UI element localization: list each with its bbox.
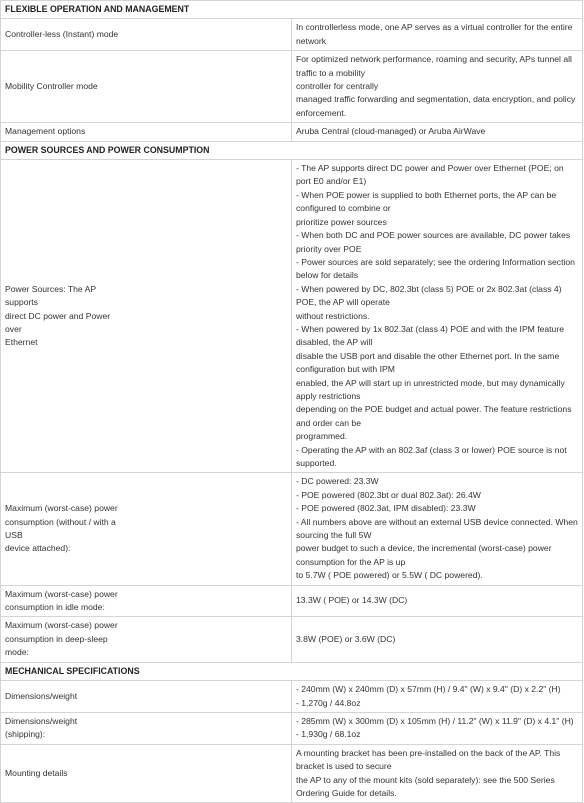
- spec-label: [1, 681, 292, 713]
- spec-value-line: - 1,930g / 68.1oz: [296, 729, 361, 740]
- spec-label-line: direct DC power and Power: [5, 310, 111, 321]
- spec-value: [292, 585, 583, 617]
- spec-row: [1, 473, 583, 585]
- spec-label: [1, 123, 292, 141]
- spec-row: [1, 712, 583, 744]
- spec-value: [292, 51, 583, 123]
- spec-label-line: USB: [5, 530, 23, 541]
- spec-value-line: managed traffic forwarding and segmentation, data encryption, and policy enforcement.: [296, 94, 576, 118]
- spec-value-line: Aruba Central (cloud-managed) or Aruba AirWave: [296, 126, 486, 137]
- spec-value-line: to 5.7W ( POE powered) or 5.5W ( DC powered).: [296, 570, 483, 581]
- spec-label: [1, 617, 292, 662]
- spec-value: [292, 160, 583, 473]
- spec-value: [292, 744, 583, 803]
- spec-label-line: consumption (without / with a: [5, 516, 116, 527]
- spec-row: [1, 19, 583, 51]
- spec-value-line: - POE powered (802.3at, IPM disabled): 23.3W: [296, 503, 476, 514]
- spec-value-line: 13.3W ( POE) or 14.3W (DC): [296, 595, 408, 606]
- spec-value: [292, 19, 583, 51]
- spec-value-line: - DC powered: 23.3W: [296, 476, 379, 487]
- spec-value-line: power budget to such a device, the incremental (worst-case) power consumption for the AP is up: [296, 543, 552, 567]
- spec-value-line: controller for centrally: [296, 81, 379, 92]
- spec-label: [1, 19, 292, 51]
- section-title: POWER SOURCES AND POWER CONSUMPTION: [1, 141, 583, 159]
- spec-value-line: prioritize power sources: [296, 216, 387, 227]
- spec-label-line: Dimensions/weight: [5, 690, 78, 701]
- spec-value-line: programmed.: [296, 431, 348, 442]
- spec-value: [292, 681, 583, 713]
- spec-label-line: supports: [5, 297, 38, 308]
- spec-row: [1, 585, 583, 617]
- spec-label-line: Maximum (worst-case) power: [5, 620, 118, 631]
- spec-label: [1, 744, 292, 803]
- section-header-row: [1, 141, 583, 159]
- spec-row: [1, 744, 583, 803]
- spec-value-line: depending on the POE budget and actual power. The feature restrictions and order can be: [296, 404, 572, 428]
- spec-value-line: - When powered by DC, 802.3bt (class 5) POE or 2x 802.3at (class 4) POE, the AP will operate: [296, 283, 562, 308]
- spec-table-body: [1, 1, 583, 803]
- spec-value-line: - The AP supports direct DC power and Power over Ethernet (POE; on port E0 and/or E1): [296, 163, 564, 187]
- spec-value-line: - When powered by 1x 802.3at (class 4) POE and with the IPM feature disabled, the AP will: [296, 323, 564, 348]
- spec-value: [292, 123, 583, 141]
- spec-value: [292, 617, 583, 662]
- spec-value-line: without restrictions.: [296, 310, 370, 321]
- spec-value-line: For optimized network performance, roaming and security, APs tunnel all traffic to a mobility: [296, 54, 572, 78]
- section-title: MECHANICAL SPECIFICATIONS: [1, 662, 583, 680]
- spec-label: [1, 473, 292, 585]
- spec-row: [1, 51, 583, 123]
- spec-value-line: - 240mm (W) x 240mm (D) x 57mm (H) / 9.4" (W) x 9.4" (D) x 2.2" (H): [296, 684, 561, 695]
- spec-value-line: A mounting bracket has been pre-installed on the back of the AP. This bracket is used to secure: [296, 747, 561, 772]
- spec-label-line: Mobility Controller mode: [5, 81, 98, 92]
- spec-value-line: - POE powered (802.3bt or dual 802.3at): 26.4W: [296, 489, 481, 500]
- spec-row: [1, 160, 583, 473]
- spec-row: [1, 617, 583, 662]
- spec-value-line: In controllerless mode, one AP serves as a virtual controller for the entire network: [296, 22, 573, 46]
- section-title: FLEXIBLE OPERATION AND MANAGEMENT: [1, 1, 583, 19]
- spec-label-line: Controller-less (Instant) mode: [5, 29, 119, 40]
- spec-label-line: device attached):: [5, 543, 71, 554]
- spec-label-line: Maximum (worst-case) power: [5, 588, 118, 599]
- spec-value-line: - When both DC and POE power sources are available, DC power takes priority over POE: [296, 230, 571, 254]
- spec-value: [292, 473, 583, 585]
- spec-value-line: disable the USB port and disable the other Ethernet port. In the same configuration but with IPM: [296, 350, 560, 375]
- spec-label: [1, 585, 292, 617]
- spec-value-line: enabled, the AP will start up in unrestricted mode, but may dynamically apply restrictions: [296, 377, 565, 401]
- spec-label-line: (shipping):: [5, 729, 46, 740]
- spec-label-line: Power Sources: The AP: [5, 283, 97, 294]
- spec-label-line: over: [5, 323, 22, 334]
- spec-label-line: Maximum (worst-case) power: [5, 503, 118, 514]
- spec-label-line: Ethernet: [5, 337, 38, 348]
- spec-value-line: - 285mm (W) x 300mm (D) x 105mm (H) / 11.2" (W) x 11.9" (D) x 4.1" (H): [296, 715, 574, 726]
- spec-label: [1, 51, 292, 123]
- spec-value-line: - 1,270g / 44.8oz: [296, 697, 361, 708]
- spec-value-line: the AP to any of the mount kits (sold separately): see the 500 Series Ordering Guide for details.: [296, 774, 555, 798]
- spec-value-line: - Power sources are sold separately; see the ordering Information section below for details: [296, 256, 575, 281]
- spec-value: [292, 712, 583, 744]
- spec-label-line: Management options: [5, 126, 86, 137]
- spec-label-line: mode:: [5, 647, 29, 658]
- spec-row: [1, 681, 583, 713]
- spec-value-line: - All numbers above are without an external USB device connected. When sourcing the full 5W: [296, 516, 578, 541]
- spec-label-line: Mounting details: [5, 767, 68, 778]
- spec-label-line: consumption in deep-sleep: [5, 633, 108, 644]
- spec-label-line: consumption in idle mode:: [5, 602, 105, 613]
- spec-label: [1, 712, 292, 744]
- section-header-row: [1, 662, 583, 680]
- spec-label: [1, 160, 292, 473]
- spec-row: [1, 123, 583, 141]
- spec-value-line: - When POE power is supplied to both Ethernet ports, the AP can be configured to combine or: [296, 189, 557, 214]
- spec-label-line: Dimensions/weight: [5, 715, 78, 726]
- section-header-row: [1, 1, 583, 19]
- spec-value-line: - Operating the AP with an 802.3af (class 3 or lower) POE source is not supported.: [296, 444, 567, 468]
- spec-value-line: 3.8W (POE) or 3.6W (DC): [296, 633, 396, 644]
